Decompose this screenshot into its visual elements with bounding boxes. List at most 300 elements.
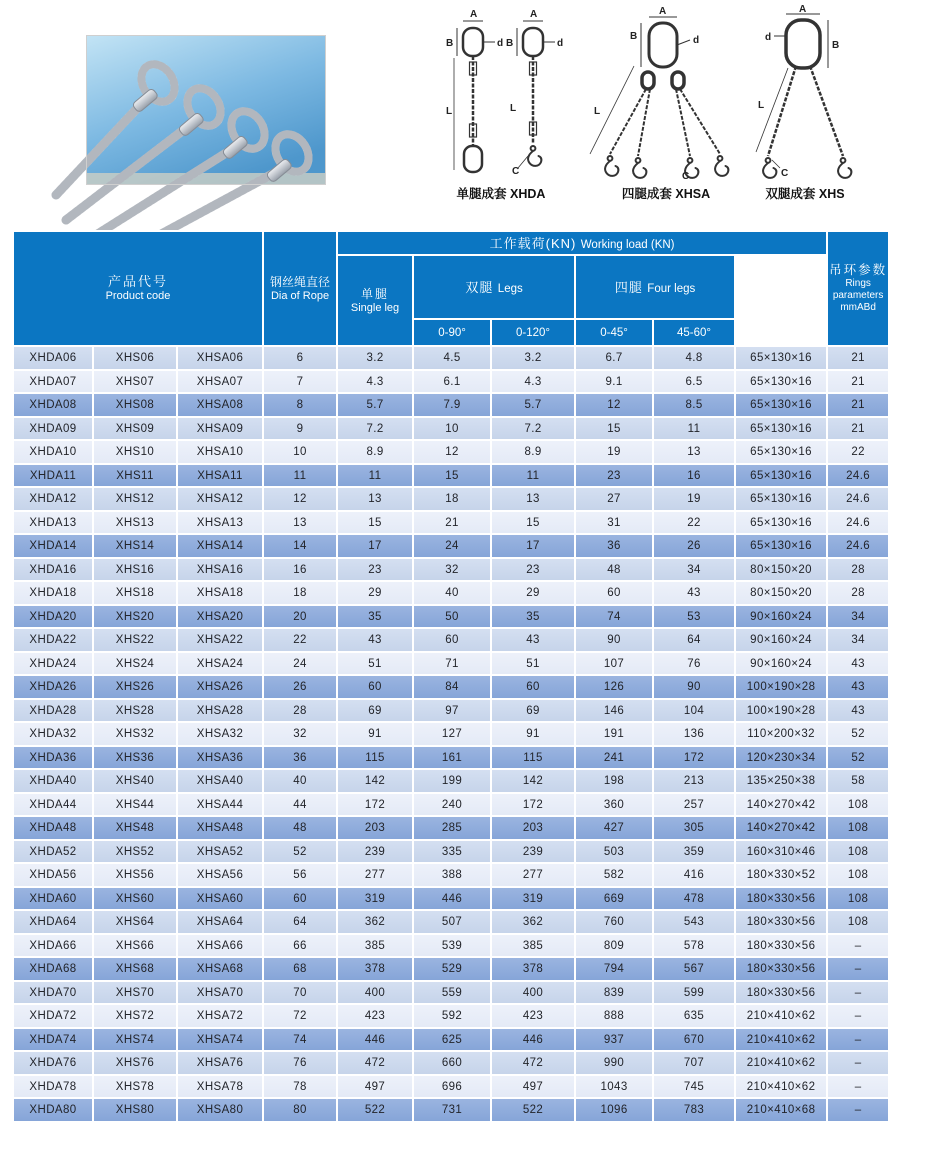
cell-xhda: XHDA14 [13,534,93,558]
cell-hook: – [827,1028,889,1052]
table-row [13,863,889,887]
cell-four-45-60: 11 [653,417,735,441]
cell-xhs: XHS80 [93,1098,177,1122]
cell-single-leg: 115 [337,746,413,770]
cell-single-leg: 362 [337,910,413,934]
dim-c-label: C [512,166,520,177]
cell-legs-0-120: 11 [491,464,575,488]
cell-rings: 80×150×20 [735,581,827,605]
cell-legs-0-90: 84 [413,675,491,699]
cell-xhda: XHDA10 [13,440,93,464]
diagram-four-leg [590,17,720,156]
table-row [13,1028,889,1052]
cell-hook: 28 [827,581,889,605]
cell-single-leg: 172 [337,793,413,817]
cell-legs-0-120: 3.2 [491,346,575,370]
cell-hook: 108 [827,840,889,864]
cell-legs-0-90: 539 [413,934,491,958]
header-rings [827,231,889,346]
cell-xhda: XHDA09 [13,417,93,441]
cell-legs-0-90: 127 [413,722,491,746]
cell-four-0-45: 990 [575,1051,653,1075]
cell-xhs: XHS11 [93,464,177,488]
cell-four-45-60: 136 [653,722,735,746]
cell-xhda: XHDA76 [13,1051,93,1075]
cell-xhs: XHS44 [93,793,177,817]
cell-four-0-45: 27 [575,487,653,511]
cell-xhda: XHDA56 [13,863,93,887]
cell-xhs: XHS48 [93,816,177,840]
header-four-legs [575,255,735,319]
cell-single-leg: 69 [337,699,413,723]
cell-xhsa: XHSA48 [177,816,263,840]
cell-four-45-60: 567 [653,957,735,981]
cell-xhda: XHDA11 [13,464,93,488]
dim-l-label: L [594,106,601,117]
spec-table-body [13,346,889,1122]
cell-legs-0-90: 97 [413,699,491,723]
cell-four-45-60: 783 [653,1098,735,1122]
cell-dia: 74 [263,1028,337,1052]
cell-rings: 210×410×62 [735,1051,827,1075]
cell-hook: 34 [827,628,889,652]
table-row [13,910,889,934]
cell-legs-0-90: 731 [413,1098,491,1122]
cell-rings: 65×130×16 [735,511,827,535]
cell-four-45-60: 416 [653,863,735,887]
cell-four-45-60: 8.5 [653,393,735,417]
cell-legs-0-120: 115 [491,746,575,770]
cell-four-45-60: 707 [653,1051,735,1075]
cell-xhs: XHS18 [93,581,177,605]
cell-xhs: XHS72 [93,1004,177,1028]
header-dia-en: Dia of Rope [270,289,330,302]
cell-xhda: XHDA44 [13,793,93,817]
cell-single-leg: 378 [337,957,413,981]
cell-four-45-60: 22 [653,511,735,535]
header-single-leg-cn: 单腿 [361,286,390,301]
cell-hook: 108 [827,863,889,887]
header-single-leg-en: Single leg [350,301,400,314]
cell-dia: 78 [263,1075,337,1099]
cell-xhda: XHDA16 [13,558,93,582]
cell-xhda: XHDA68 [13,957,93,981]
header-working-load [337,231,827,255]
cell-single-leg: 277 [337,863,413,887]
cell-legs-0-120: 423 [491,1004,575,1028]
cell-rings: 140×270×42 [735,793,827,817]
cell-xhs: XHS10 [93,440,177,464]
cell-single-leg: 319 [337,887,413,911]
cell-hook: 21 [827,370,889,394]
cell-rings: 180×330×56 [735,910,827,934]
table-row [13,511,889,535]
header-dia [263,231,337,346]
cell-xhsa: XHSA28 [177,699,263,723]
diagram-caption-single: 单腿成套 XHDA [456,187,546,201]
cell-xhda: XHDA60 [13,887,93,911]
cell-legs-0-90: 18 [413,487,491,511]
cell-legs-0-120: 43 [491,628,575,652]
cell-legs-0-120: 4.3 [491,370,575,394]
diagram-caption-double: 双腿成套 XHS [765,187,845,201]
cell-rings: 180×330×52 [735,863,827,887]
header-angle-0-45: 0-45° [575,319,653,346]
cell-rings: 180×330×56 [735,981,827,1005]
cell-xhs: XHS68 [93,957,177,981]
header-angle-0-120: 0-120° [491,319,575,346]
cell-xhsa: XHSA18 [177,581,263,605]
cell-four-0-45: 760 [575,910,653,934]
cell-dia: 6 [263,346,337,370]
cell-legs-0-120: 15 [491,511,575,535]
cell-xhda: XHDA74 [13,1028,93,1052]
cell-four-45-60: 76 [653,652,735,676]
dim-b-label: B [506,38,514,49]
cell-rings: 65×130×16 [735,417,827,441]
cell-four-45-60: 4.8 [653,346,735,370]
cell-dia: 7 [263,370,337,394]
cell-xhsa: XHSA52 [177,840,263,864]
cell-dia: 36 [263,746,337,770]
spec-table [12,230,925,1123]
cell-legs-0-120: 522 [491,1098,575,1122]
cell-four-0-45: 9.1 [575,370,653,394]
cell-four-45-60: 64 [653,628,735,652]
cell-legs-0-90: 4.5 [413,346,491,370]
cell-dia: 48 [263,816,337,840]
cell-single-leg: 91 [337,722,413,746]
table-row [13,652,889,676]
cell-xhs: XHS74 [93,1028,177,1052]
header-four-legs-cn: 四腿 [614,280,643,296]
cell-hook: 21 [827,417,889,441]
cell-four-0-45: 503 [575,840,653,864]
cell-four-45-60: 305 [653,816,735,840]
cell-single-leg: 29 [337,581,413,605]
table-row [13,346,889,370]
cell-hook: 21 [827,393,889,417]
cell-four-0-45: 23 [575,464,653,488]
cell-legs-0-90: 21 [413,511,491,535]
cell-dia: 44 [263,793,337,817]
table-row [13,981,889,1005]
cell-single-leg: 7.2 [337,417,413,441]
cell-legs-0-90: 240 [413,793,491,817]
dim-a-label: A [659,6,667,17]
cell-xhs: XHS32 [93,722,177,746]
cell-xhda: XHDA07 [13,370,93,394]
cell-single-leg: 239 [337,840,413,864]
cell-xhs: XHS52 [93,840,177,864]
table-row [13,628,889,652]
cell-xhsa: XHSA22 [177,628,263,652]
table-row [13,1004,889,1028]
cell-four-0-45: 427 [575,816,653,840]
cell-xhsa: XHSA44 [177,793,263,817]
cell-legs-0-120: 172 [491,793,575,817]
cell-hook: 24.6 [827,464,889,488]
cell-dia: 22 [263,628,337,652]
cell-xhda: XHDA80 [13,1098,93,1122]
cell-four-0-45: 360 [575,793,653,817]
header-product-code-en: Product code [105,290,171,303]
cell-single-leg: 142 [337,769,413,793]
cell-dia: 76 [263,1051,337,1075]
cell-four-0-45: 36 [575,534,653,558]
cell-legs-0-120: 239 [491,840,575,864]
cell-xhs: XHS22 [93,628,177,652]
cell-four-45-60: 19 [653,487,735,511]
cell-xhs: XHS66 [93,934,177,958]
cell-legs-0-120: 51 [491,652,575,676]
cell-four-0-45: 146 [575,699,653,723]
cell-hook: 58 [827,769,889,793]
cell-xhsa: XHSA12 [177,487,263,511]
table-row [13,934,889,958]
cell-xhs: XHS13 [93,511,177,535]
sling-diagrams [438,6,900,212]
cell-legs-0-90: 388 [413,863,491,887]
cell-dia: 14 [263,534,337,558]
cell-xhda: XHDA06 [13,346,93,370]
cell-rings: 120×230×34 [735,746,827,770]
cell-four-0-45: 241 [575,746,653,770]
table-row [13,558,889,582]
cell-legs-0-90: 696 [413,1075,491,1099]
cell-single-leg: 60 [337,675,413,699]
cell-xhs: XHS28 [93,699,177,723]
cell-four-0-45: 888 [575,1004,653,1028]
table-row [13,722,889,746]
cell-four-45-60: 26 [653,534,735,558]
cell-four-45-60: 257 [653,793,735,817]
dim-d-label: d [693,35,700,46]
cell-xhs: XHS09 [93,417,177,441]
header-rings-en: Rings parameters [832,278,884,302]
cell-legs-0-90: 10 [413,417,491,441]
cell-rings: 210×410×62 [735,1028,827,1052]
cell-xhs: XHS70 [93,981,177,1005]
table-row [13,746,889,770]
cell-legs-0-90: 6.1 [413,370,491,394]
cell-single-leg: 5.7 [337,393,413,417]
cell-xhs: XHS78 [93,1075,177,1099]
cell-xhs: XHS24 [93,652,177,676]
cell-hook: 52 [827,722,889,746]
cell-hook: – [827,934,889,958]
dim-b-label: B [630,31,638,42]
cell-legs-0-120: 277 [491,863,575,887]
cell-dia: 60 [263,887,337,911]
table-row [13,1098,889,1122]
cell-legs-0-120: 5.7 [491,393,575,417]
cell-legs-0-120: 400 [491,981,575,1005]
table-row [13,534,889,558]
cell-legs-0-120: 378 [491,957,575,981]
dim-c-label: C [781,168,789,179]
cell-hook: 24.6 [827,534,889,558]
header-two-legs-en: Legs [497,283,523,296]
cell-single-leg: 11 [337,464,413,488]
header-angle-0-90: 0-90° [413,319,491,346]
dim-l-label: L [758,100,765,111]
cell-hook: 108 [827,910,889,934]
cell-legs-0-120: 319 [491,887,575,911]
table-row [13,699,889,723]
cell-xhda: XHDA28 [13,699,93,723]
table-row [13,816,889,840]
cell-legs-0-120: 7.2 [491,417,575,441]
cell-rings: 90×160×24 [735,628,827,652]
diagram-area [438,6,900,212]
header-dia-cn: 钢丝绳直径 [270,274,331,289]
cell-rings: 65×130×16 [735,370,827,394]
cell-xhs: XHS60 [93,887,177,911]
cell-dia: 70 [263,981,337,1005]
cell-rings: 65×130×16 [735,464,827,488]
cell-legs-0-90: 592 [413,1004,491,1028]
cell-four-0-45: 809 [575,934,653,958]
cell-dia: 12 [263,487,337,511]
cell-rings: 160×310×46 [735,840,827,864]
cell-xhsa: XHSA66 [177,934,263,958]
cell-hook: 34 [827,605,889,629]
header-product-code-cn: 产品代号 [108,273,169,289]
dim-a-label: A [470,9,478,20]
cell-four-45-60: 16 [653,464,735,488]
cell-dia: 8 [263,393,337,417]
cell-four-0-45: 1096 [575,1098,653,1122]
cell-hook: – [827,1075,889,1099]
cell-xhsa: XHSA56 [177,863,263,887]
cell-xhda: XHDA52 [13,840,93,864]
cell-xhsa: XHSA74 [177,1028,263,1052]
cell-four-0-45: 12 [575,393,653,417]
cell-xhsa: XHSA80 [177,1098,263,1122]
cell-xhda: XHDA66 [13,934,93,958]
cell-dia: 16 [263,558,337,582]
table-row [13,769,889,793]
cell-rings: 210×410×62 [735,1004,827,1028]
cell-legs-0-120: 203 [491,816,575,840]
table-row [13,440,889,464]
cell-xhda: XHDA08 [13,393,93,417]
cell-four-45-60: 6.5 [653,370,735,394]
cell-rings: 180×330×56 [735,887,827,911]
cell-xhsa: XHSA78 [177,1075,263,1099]
cell-dia: 11 [263,464,337,488]
cell-xhs: XHS14 [93,534,177,558]
cell-dia: 66 [263,934,337,958]
cell-single-leg: 446 [337,1028,413,1052]
header-rings-cn: 吊环参数 [829,262,888,277]
cell-xhda: XHDA40 [13,769,93,793]
cell-rings: 90×160×24 [735,652,827,676]
cell-legs-0-90: 7.9 [413,393,491,417]
cell-xhsa: XHSA09 [177,417,263,441]
cell-xhsa: XHSA70 [177,981,263,1005]
cell-rings: 90×160×24 [735,605,827,629]
cell-xhda: XHDA32 [13,722,93,746]
cell-legs-0-90: 335 [413,840,491,864]
cell-four-0-45: 74 [575,605,653,629]
cell-xhs: XHS64 [93,910,177,934]
cell-four-0-45: 839 [575,981,653,1005]
cell-xhda: XHDA48 [13,816,93,840]
cell-legs-0-120: 385 [491,934,575,958]
cell-xhsa: XHSA06 [177,346,263,370]
cell-hook: – [827,957,889,981]
cell-four-45-60: 104 [653,699,735,723]
cell-dia: 28 [263,699,337,723]
cell-four-45-60: 478 [653,887,735,911]
cell-dia: 72 [263,1004,337,1028]
cell-rings: 65×130×16 [735,346,827,370]
spec-table-header: 产品代号 Product code 钢丝绳直径 Dia of Rope 工作载荷(KN) Working load (KN) 吊环参数 Rings parameters mmABd 吊钩开口C Hook openings C mm 单腿 Single leg 双腿 Legs 四腿 Four legs 0-90° 0-120° 0-45° 45-60° [13,231,889,346]
dim-d-label: d [497,38,504,49]
cell-four-45-60: 599 [653,981,735,1005]
header-two-legs [413,255,575,319]
cell-four-0-45: 1043 [575,1075,653,1099]
cell-rings: 180×330×56 [735,957,827,981]
cell-single-leg: 15 [337,511,413,535]
dim-d-label: d [765,32,772,43]
table-row [13,393,889,417]
cell-four-0-45: 107 [575,652,653,676]
cell-hook: 52 [827,746,889,770]
dim-b-label: B [446,38,454,49]
cell-rings: 110×200×32 [735,722,827,746]
cell-single-leg: 23 [337,558,413,582]
dim-l-label: L [510,103,517,114]
cell-hook: 108 [827,793,889,817]
cell-rings: 135×250×38 [735,769,827,793]
table-row [13,1051,889,1075]
cell-single-leg: 8.9 [337,440,413,464]
wire-rope-slings-photo [86,35,326,185]
cell-four-0-45: 191 [575,722,653,746]
cell-four-45-60: 745 [653,1075,735,1099]
cell-xhs: XHS07 [93,370,177,394]
cell-xhda: XHDA22 [13,628,93,652]
cell-rings: 65×130×16 [735,393,827,417]
cell-legs-0-120: 142 [491,769,575,793]
cell-dia: 56 [263,863,337,887]
cell-legs-0-90: 199 [413,769,491,793]
cell-hook: – [827,1051,889,1075]
cell-legs-0-120: 497 [491,1075,575,1099]
cell-dia: 20 [263,605,337,629]
cell-four-45-60: 43 [653,581,735,605]
cell-rings: 210×410×68 [735,1098,827,1122]
cell-legs-0-90: 15 [413,464,491,488]
cell-single-leg: 203 [337,816,413,840]
table-row [13,581,889,605]
cell-xhda: XHDA70 [13,981,93,1005]
table-row [13,1075,889,1099]
header-product-code [13,231,263,346]
diagram-single-leg [454,21,495,172]
cell-legs-0-120: 29 [491,581,575,605]
table-row [13,840,889,864]
cell-legs-0-120: 362 [491,910,575,934]
cell-xhs: XHS56 [93,863,177,887]
cell-legs-0-90: 12 [413,440,491,464]
cell-hook: 28 [827,558,889,582]
cell-single-leg: 51 [337,652,413,676]
cell-four-0-45: 90 [575,628,653,652]
